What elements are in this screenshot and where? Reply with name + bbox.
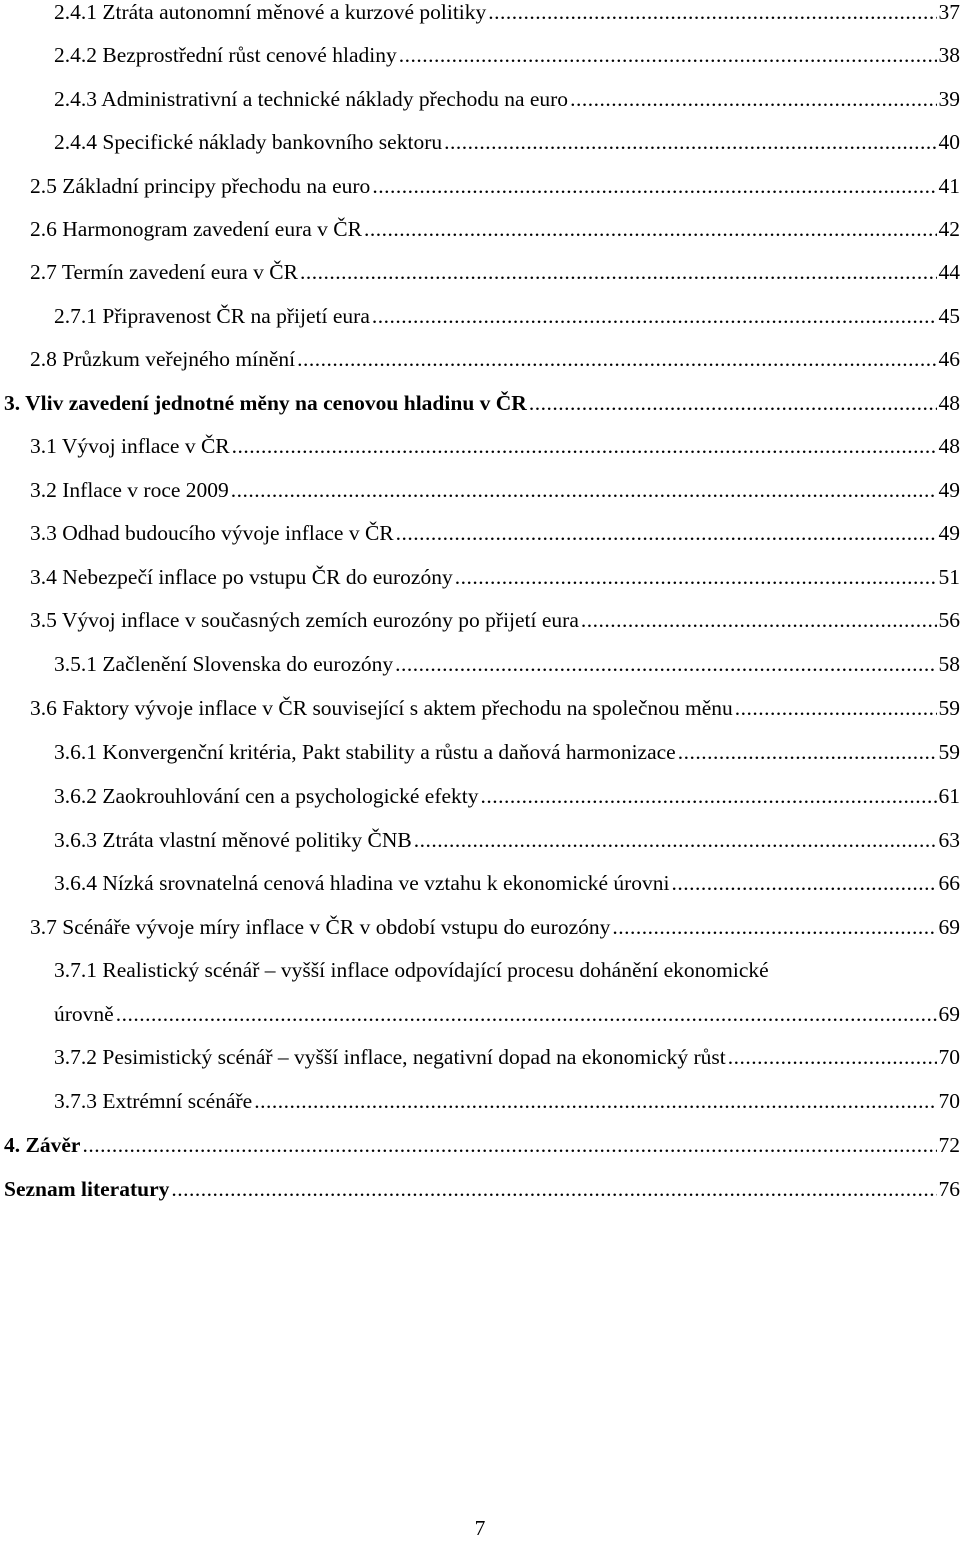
dot-leader — [82, 1127, 936, 1163]
dot-leader — [678, 734, 937, 770]
dot-leader — [612, 909, 936, 945]
toc-entry[interactable] — [54, 996, 960, 1032]
dot-leader — [372, 168, 936, 204]
toc-entry[interactable] — [30, 428, 960, 464]
toc-entry-page: 51 — [938, 565, 960, 589]
toc-entry-title: 3.7.3 Extrémní scénáře — [54, 1089, 253, 1113]
toc-entry[interactable] — [54, 865, 960, 901]
dot-leader — [171, 1171, 936, 1207]
toc-entry-page: 37 — [938, 0, 960, 24]
dot-leader — [231, 472, 937, 508]
toc-entry-page: 48 — [938, 434, 960, 458]
toc-entry-page: 59 — [938, 740, 960, 764]
toc-entry[interactable] — [54, 1039, 960, 1075]
dot-leader — [488, 0, 936, 30]
toc-entry-page: 39 — [938, 87, 960, 111]
toc-entry[interactable] — [54, 124, 960, 160]
dot-leader — [570, 81, 936, 117]
toc-entry[interactable] — [30, 515, 960, 551]
toc-entry-title: 3.2 Inflace v roce 2009 — [30, 478, 229, 502]
toc-entry-title: 2.8 Průzkum veřejného mínění — [30, 347, 296, 371]
toc-entry-page: 56 — [938, 608, 960, 632]
dot-leader — [735, 690, 937, 726]
toc-entry-title: 3.1 Vývoj inflace v ČR — [30, 434, 230, 458]
toc-entry[interactable] — [54, 298, 960, 334]
toc-entry-page: 76 — [938, 1177, 960, 1201]
toc-entry[interactable] — [54, 822, 960, 858]
toc-entry-page: 44 — [938, 260, 960, 284]
toc-entry-page: 48 — [938, 391, 960, 415]
toc-entry[interactable] — [30, 472, 960, 508]
toc-entry-page: 45 — [938, 304, 960, 328]
toc-entry-title: 3.6.4 Nízká srovnatelná cenová hladina ve vztahu k ekonomické úrovni — [54, 871, 670, 895]
dot-leader — [364, 211, 937, 247]
toc-entry-title-line1: 3.7.1 Realistický scénář – vyšší inflace odpovídající procesu dohánění ekonomické — [54, 958, 769, 982]
toc-entry-title: 2.4.2 Bezprostřední růst cenové hladiny — [54, 43, 397, 67]
toc-entry[interactable] — [54, 1083, 960, 1119]
toc-entry-title: 2.7 Termín zavedení eura v ČR — [30, 260, 298, 284]
dot-leader — [116, 996, 937, 1032]
toc-entry-page: 38 — [938, 43, 960, 67]
toc-entry-title: 2.4.1 Ztráta autonomní měnové a kurzové politiky — [54, 0, 487, 24]
toc-entry[interactable] — [30, 559, 960, 595]
toc-entry-page: 46 — [938, 347, 960, 371]
dot-leader — [581, 602, 937, 638]
toc-entry-page: 49 — [938, 478, 960, 502]
dot-leader — [395, 646, 936, 682]
toc-entry[interactable] — [30, 909, 960, 945]
toc-entry-page: 66 — [938, 871, 960, 895]
toc-entry-page: 59 — [938, 696, 960, 720]
toc-entry-title: 3.5.1 Začlenění Slovenska do eurozóny — [54, 652, 394, 676]
toc-entry-title: Seznam literatury — [4, 1177, 170, 1201]
dot-leader — [455, 559, 937, 595]
toc-chapter-entry[interactable] — [4, 1171, 960, 1207]
dot-leader — [728, 1039, 937, 1075]
toc-entry-title: 3. Vliv zavedení jednotné měny na cenovou hladinu v ČR — [4, 391, 527, 415]
toc-entry-title: 4. Závěr — [4, 1133, 81, 1157]
toc-chapter-entry[interactable] — [4, 385, 960, 421]
toc-entry-page: 40 — [938, 130, 960, 154]
toc-entry-title: 3.3 Odhad budoucího vývoje inflace v ČR — [30, 521, 394, 545]
toc-chapter-entry[interactable] — [4, 1127, 960, 1163]
dot-leader — [481, 778, 937, 814]
toc-entry-title: 3.6.1 Konvergenční kritéria, Pakt stability a růstu a daňová harmonizace — [54, 740, 676, 764]
toc-entry[interactable] — [54, 646, 960, 682]
toc-entry[interactable] — [30, 211, 960, 247]
toc-entry-title: 3.7.2 Pesimistický scénář – vyšší inflace, negativní dopad na ekonomický růst — [54, 1045, 726, 1069]
dot-leader — [300, 254, 937, 290]
toc-entry-page: 58 — [938, 652, 960, 676]
dot-leader — [297, 341, 936, 377]
toc-entry-page: 70 — [938, 1089, 960, 1113]
toc-entry-page: 41 — [938, 174, 960, 198]
dot-leader — [372, 298, 937, 334]
toc-entry[interactable] — [54, 734, 960, 770]
toc-entry[interactable] — [54, 778, 960, 814]
toc-entry-page: 49 — [938, 521, 960, 545]
dot-leader — [396, 515, 937, 551]
toc-entry-page: 42 — [938, 217, 960, 241]
dot-leader — [529, 385, 937, 421]
toc-entry-page: 63 — [938, 828, 960, 852]
toc-entry-title: 2.6 Harmonogram zavedení eura v ČR — [30, 217, 362, 241]
toc-entry[interactable] — [54, 37, 960, 73]
toc-entry-page: 69 — [938, 1002, 960, 1026]
dot-leader — [232, 428, 937, 464]
dot-leader — [414, 822, 937, 858]
toc-entry[interactable] — [30, 341, 960, 377]
toc-entry-page: 61 — [938, 784, 960, 808]
toc-entry-title: 3.6 Faktory vývoje inflace v ČR související s aktem přechodu na společnou měnu — [30, 696, 733, 720]
toc-entry[interactable] — [54, 81, 960, 117]
dot-leader — [254, 1083, 936, 1119]
toc-entry-title: 3.7 Scénáře vývoje míry inflace v ČR v období vstupu do eurozóny — [30, 915, 611, 939]
toc-entry[interactable] — [54, 0, 960, 30]
dot-leader — [444, 124, 936, 160]
toc-entry-title: 2.4.4 Specifické náklady bankovního sektoru — [54, 130, 443, 154]
toc-entry-title: 2.4.3 Administrativní a technické náklady přechodu na euro — [54, 87, 569, 111]
toc-entry[interactable] — [30, 690, 960, 726]
page-number: 7 — [474, 1516, 486, 1540]
dot-leader — [672, 865, 937, 901]
toc-entry[interactable] — [30, 168, 960, 204]
toc-entry-title: 3.6.3 Ztráta vlastní měnové politiky ČNB — [54, 828, 412, 852]
toc-entry[interactable] — [30, 254, 960, 290]
toc-entry-page: 72 — [938, 1133, 960, 1157]
toc-entry-title: úrovně — [54, 1002, 114, 1026]
toc-entry-page: 70 — [938, 1045, 960, 1069]
toc-entry-page: 69 — [938, 915, 960, 939]
toc-entry-title: 2.7.1 Připravenost ČR na přijetí eura — [54, 304, 370, 328]
toc-entry-title: 3.4 Nebezpečí inflace po vstupu ČR do eurozóny — [30, 565, 453, 589]
toc-entry-title: 3.5 Vývoj inflace v současných zemích eurozóny po přijetí eura — [30, 608, 579, 632]
toc-entry-title: 2.5 Základní principy přechodu na euro — [30, 174, 371, 198]
toc-entry-title: 3.6.2 Zaokrouhlování cen a psychologické efekty — [54, 784, 479, 808]
toc-entry[interactable] — [30, 602, 960, 638]
dot-leader — [399, 37, 937, 73]
